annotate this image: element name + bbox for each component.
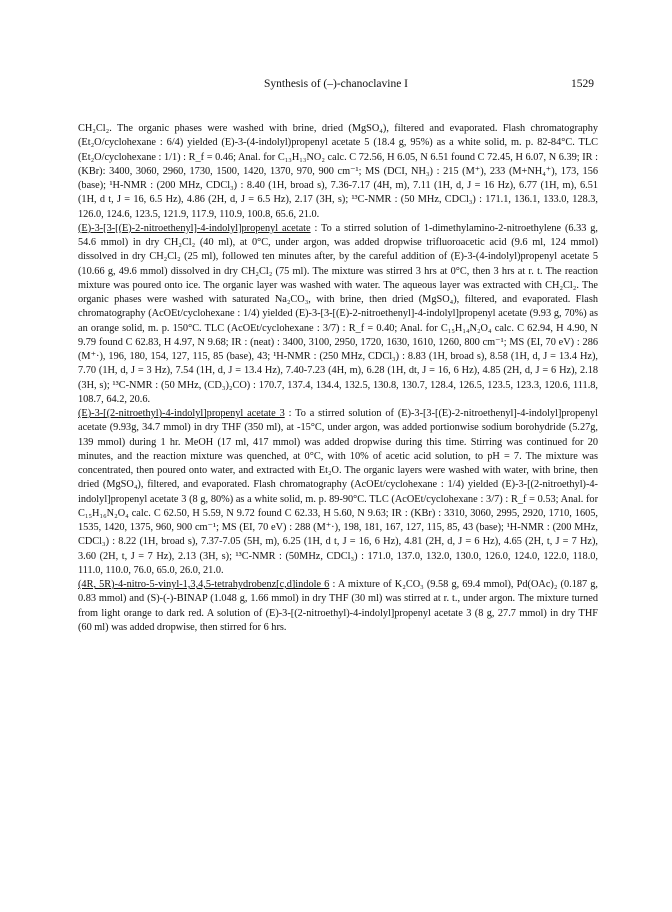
running-title: Synthesis of (–)-chanoclavine I (263, 78, 409, 90)
paragraph-text: : A mixture of K₂CO₃ (9.58 g, 69.4 mmol), Pd(OAc)₂ (0.187 g, 0.83 mmol) and (S)-(-)-BINAP (1.048 g, 1.66 mmol) in dry THF (30 ml) was stirred at r. t., under argon. The mixture turned from light orange to dark red. A solution of (E)-3-[(2-nitroethyl)-4-indolyl]propenyl acetate 3 (8 g, 27.7 mmol) in dry THF (60 ml) was added dropwise, then stirred for 6 hrs. (78, 579, 599, 633)
compound-heading: (4R, 5R)-4-nitro-5-vinyl-1,3,4,5-tetrahydrobenz[c,d]indole 6 (78, 579, 330, 590)
compound-heading: (E)-3-[3-[(E)-2-nitroethenyl]-4-indolyl]propenyl acetate (78, 222, 311, 234)
paragraph-nitroethenyl-acetate (78, 222, 598, 407)
running-header (0, 78, 672, 94)
paragraph-compound-5 (78, 122, 598, 222)
paragraph-text: CH₂Cl₂. The organic phases were washed with brine, dried (MgSO₄), filtered and evaporated. Flash chromatography (Et₂O/cyclohexane : 6/4) yielded (E)-3-(4-indolyl)propenyl acetate 5 (18.4 g, 95%) as a white solid, m. p. 82-84°C. TLC (Et₂O/cyclohexane : 1/1) : R_f = 0.46; Anal. for C₁₃H₁₃NO₂ calc. C 72.56, H 6.05, N 6.51 found C 72.45, H 6.07, N 6.39; IR : (KBr): 3400, 3060, 2960, 1730, 1500, 1420, 1370, 970, 900 cm⁻¹; MS (DCI, NH₃) : 215 (M⁺), 233 (M+NH₄⁺), 173, 156 (base); ¹H-NMR : (200 MHz, CDCl₃) : 8.40 (1H, broad s), 7.36-7.17 (4H, m), 7.11 (1H, d, J = 16 Hz), 6.77 (1H, m), 6.51 (1H, d t, J = 16, 6.5 Hz), 4.86 (2H, d, J = 6.5 Hz), 2.17 (3H, s); ¹³C-NMR : (50 MHz, CDCl₃) : 171.1, 136.1, 133.0, 128.3, 126.0, 124.6, 123.5, 121.9, 117.9, 110.9, 100.8, 65.6, 21.0. (78, 123, 598, 220)
paragraph-compound-3 (78, 407, 598, 578)
body-text (78, 122, 598, 635)
compound-heading: (E)-3-[(2-nitroethyl)-4-indolyl]propenyl acetate 3 (78, 408, 285, 419)
paragraph-compound-6 (78, 578, 598, 635)
page-number: 1529 (571, 78, 594, 90)
paragraph-text: : To a stirred solution of 1-dimethylamino-2-nitroethylene (6.33 g, 54.6 mmol) in dry CH₂Cl₂ (40 ml), at 0°C, under argon, was added dropwise trifluoroacetic acid (9.6 ml, 124 mmol) dissolved in dry CH₂Cl₂ (25 ml), followed ten minutes after, by the careful addition of (E)-3-(4-indolyl)propenyl acetate 5 (10.66 g, 49.6 mmol) dissolved in dry CH₂Cl₂ (75 ml). The mixture was stirred 3 hrs at 0°C, then 3 hrs at r. t. The reaction mixture was poured onto ice. The organic layer was washed with water. The aqueous layer was extracted with CH₂Cl₂. The organic phases were washed with saturated Na₂CO₃, with brine, then dried (MgSO₄), filtered, and evaporated. Flash chromatography (AcOEt/cyclohexane : 1/4) yielded (E)-3-[3-[(E)-2-nitroethenyl]-4-indolyl]propenyl acetate (9.93 g, 70%) as an orange solid, m. p. 150°C. TLC (AcOEt/cyclohexane : 3/7) : R_f = 0.40; Anal. for C₁₅H₁₄N₂O₄ calc. C 62.94, H 4.90, N 9.79 found C 62.83, H 4.97, N 9.68; IR : (neat) : 3400, 3100, 2950, 1720, 1630, 1610, 1260, 800 cm⁻¹; MS (EI, 70 eV) : 286 (M⁺·), 196, 180, 154, 127, 115, 85 (base), 43; ¹H-NMR : (250 MHz, CDCl₃) : 8.83 (1H, broad s), 8.58 (1H, d, J = 13.4 Hz), 7.70 (1H, d, J = 3 Hz), 7.54 (1H, d, J = 13.4 Hz), 7.40-7.23 (4H, m), 6.28 (1H, dt, J = 16, 6 Hz), 4.85 (2H, d, J = 6 Hz), 2.18 (3H, s); ¹³C-NMR : (50 MHz, (CD₃)₂CO) : 170.7, 137.4, 134.4, 132.5, 130.8, 130.7, 128.4, 126.5, 123.5, 123.3, 120.6, 111.8, 108.7, 64.2, 20.6. (78, 222, 599, 405)
paragraph-text: : To a stirred solution of (E)-3-[3-[(E)-2-nitroethenyl]-4-indolyl]propenyl acetate (9.93g, 34.7 mmol) in dry THF (350 ml), at -15°C, under argon, was added portionwise sodium borohydride (5.27g, 139 mmol) during 1 hr. MeOH (17 ml, 417 mmol) was added dropwise during this time. Stirring was continued for 20 minutes, and the reaction mixture was quenched, at 0°C, with 10% of acetic acid solution, to pH = 7. The mixture was concentrated, then poured onto water, and extracted with Et₂O. The organic layers were washed with water, with brine, then dried (MgSO₄), filtered, and evaporated. Flash chromatography (AcOEt/cyclohexane : 1/4) yielded (E)-3-[(2-nitroethyl)-4-indolyl]propenyl acetate 3 (8 g, 80%) as a white solid, m. p. 89-90°C. TLC (AcOEt/cyclohexane : 3/7) : R_f = 0.53; Anal. for C₁₅H₁₆N₂O₄ calc. C 62.50, H 5.59, N 9.72 found C 62.33, H 5.60, N 9.63; IR : (KBr) : 3310, 3060, 2995, 2920, 1710, 1605, 1535, 1420, 1375, 960, 900 cm⁻¹; MS (EI, 70 eV) : 288 (M⁺·), 198, 181, 167, 127, 115, 85, 43 (base); ¹H-NMR : (200 MHz, CDCl₃) : 8.22 (1H, broad s), 7.37-7.05 (5H, m), 6.25 (1H, d t, J = 16, 6 Hz), 4.81 (2H, d, J = 6 Hz), 4.65 (2H, t, J = 7 Hz), 3.60 (2H, t, J = 7 Hz), 2.13 (3H, s); ¹³C-NMR : (50MHz, CDCl₃) : 171.0, 137.0, 132.0, 130.0, 126.0, 124.0, 122.0, 118.0, 111.0, 110.0, 76.0, 65.0, 26.0, 21.0. (78, 408, 598, 576)
